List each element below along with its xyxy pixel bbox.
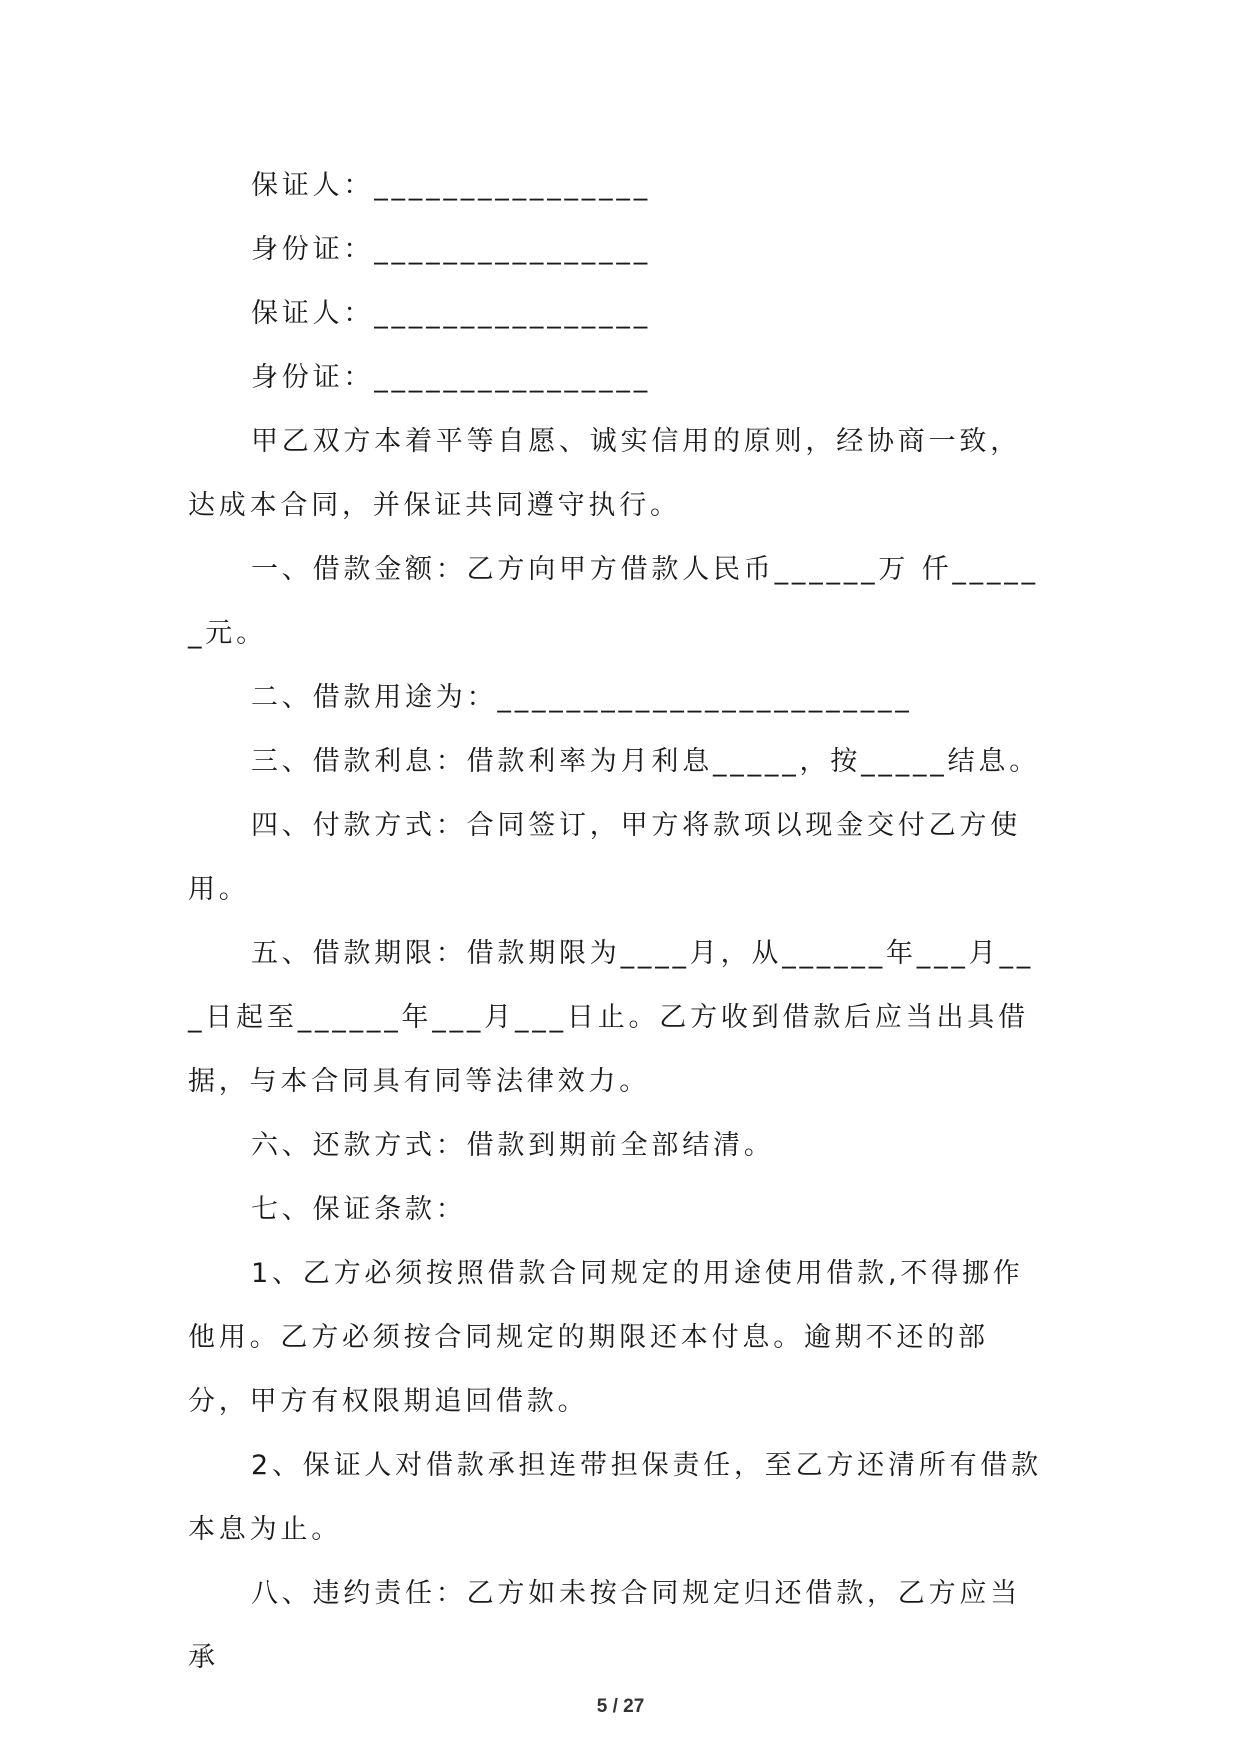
guarantor-blank-1: ________________ (374, 170, 652, 201)
id-card-label-2: 身份证： (251, 362, 375, 393)
id-card-blank-1: ________________ (374, 234, 652, 265)
guarantor-field-1 (188, 154, 1050, 218)
clause-loan-interest: 三、借款利息：借款利率为月利息_____，按_____结息。 (251, 746, 1040, 777)
clause-repayment: 六、还款方式：借款到期前全部结清。 (251, 1130, 775, 1161)
clause-loan-purpose: 二、借款用途为：________________________ (251, 682, 913, 713)
clause-loan-amount: 一、借款金额：乙方向甲方借款人民币______万 仟______元。 (188, 554, 1039, 649)
id-card-field-2 (188, 346, 1050, 410)
preamble-paragraph: 甲乙双方本着平等自愿、诚实信用的原则，经协商一致，达成本合同，并保证共同遵守执行。 (188, 426, 1021, 521)
guarantor-label-2: 保证人： (251, 298, 375, 329)
guarantor-label-1: 保证人： (251, 170, 375, 201)
id-card-blank-2: ________________ (374, 362, 652, 393)
document-body (188, 154, 1050, 1690)
guarantee-item-1: 1、乙方必须按照借款合同规定的用途使用借款,不得挪作他用。乙方必须按合同规定的期限还本付息。逾期不还的部分，甲方有权限期追回借款。 (188, 1258, 1024, 1417)
guarantor-blank-2: ________________ (374, 298, 652, 329)
clause-guarantee-heading: 七、保证条款： (251, 1194, 467, 1225)
clause-loan-term: 五、借款期限：借款期限为____月，从______年___月___日起至______年___月___日止。乙方收到借款后应当出具借据，与本合同具有同等法律效力。 (188, 938, 1035, 1097)
guarantee-item-2: 2、保证人对借款承担连带担保责任，至乙方还清所有借款本息为止。 (188, 1450, 1042, 1545)
id-card-label-1: 身份证： (251, 234, 375, 265)
page-number: 5 / 27 (596, 1696, 645, 1717)
clause-payment-method: 四、付款方式：合同签订，甲方将款项以现金交付乙方使用。 (188, 810, 1021, 905)
clause-breach-liability: 八、违约责任：乙方如未按合同规定归还借款，乙方应当承 (188, 1578, 1021, 1673)
id-card-field-1 (188, 218, 1050, 282)
guarantor-field-2 (188, 282, 1050, 346)
